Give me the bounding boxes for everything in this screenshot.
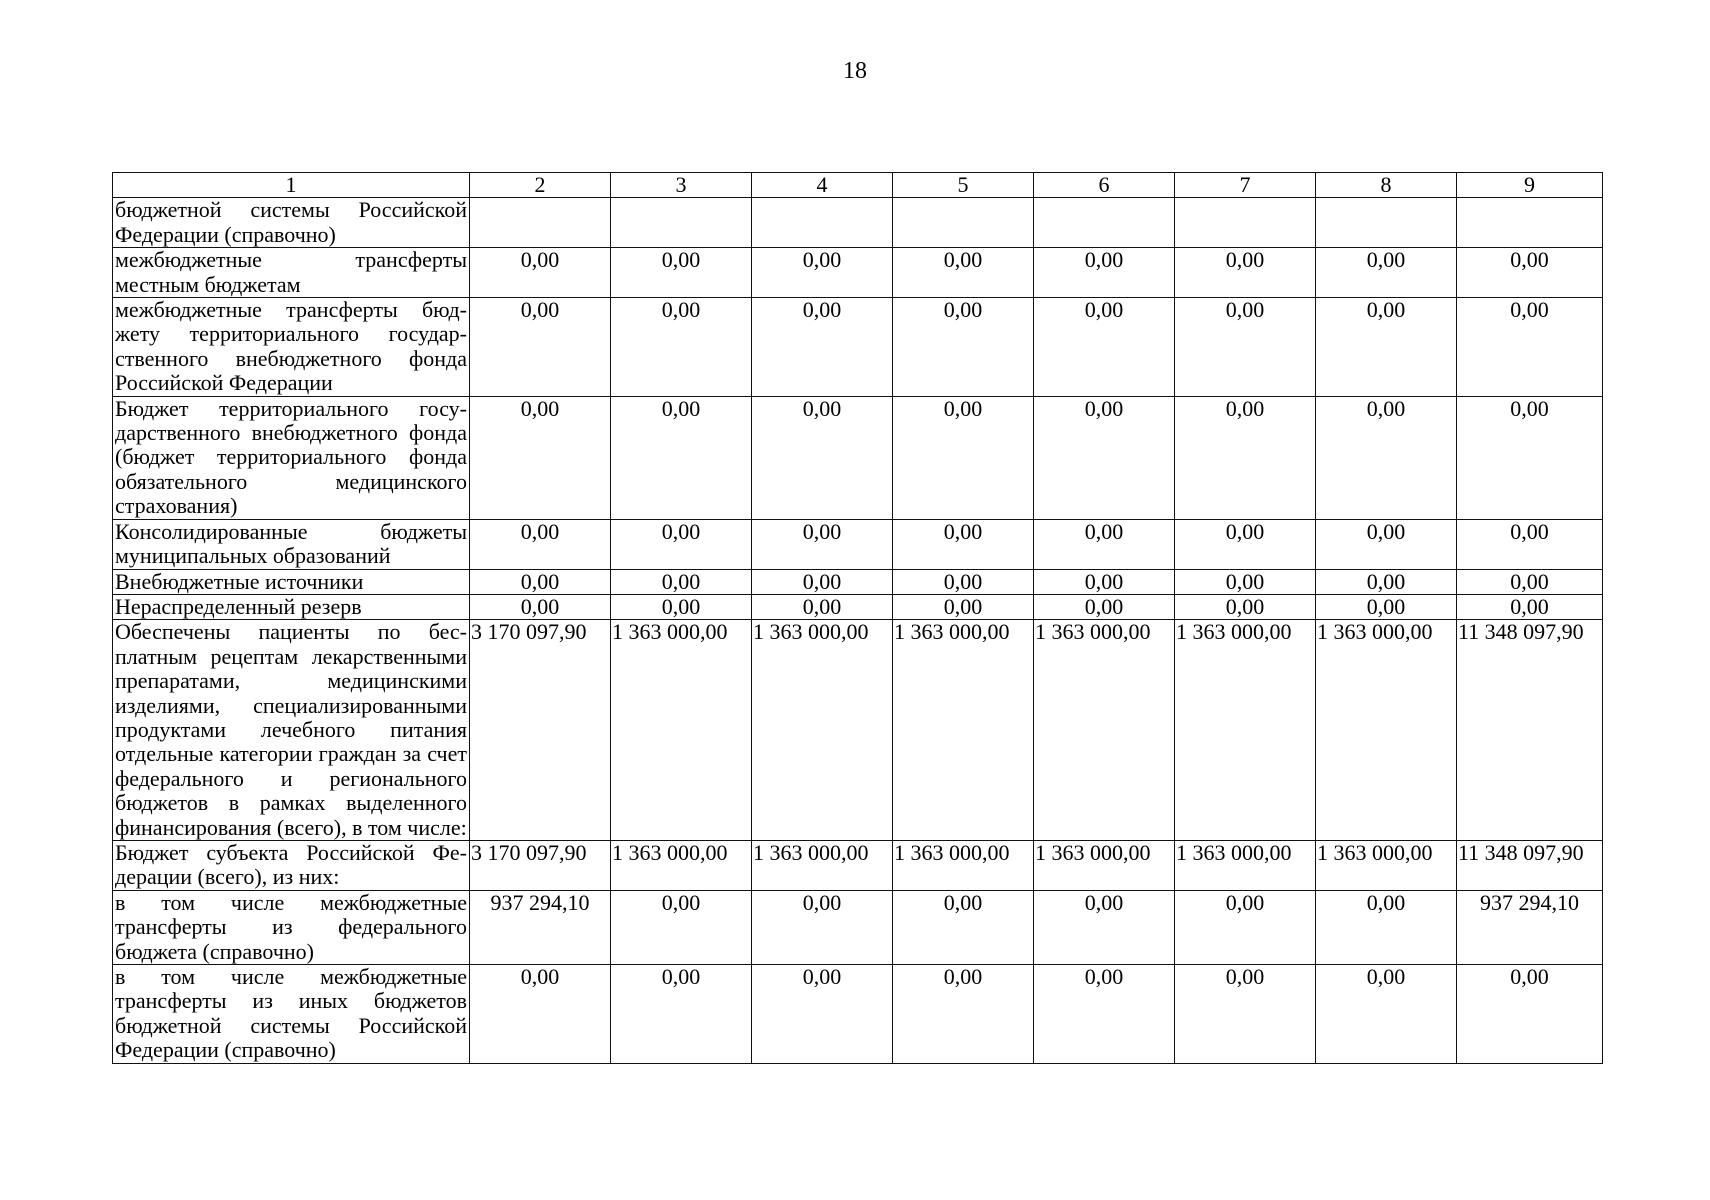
value-cell: 1 363 000,00 xyxy=(611,620,752,841)
value-cell: 0,00 xyxy=(611,519,752,569)
value-cell xyxy=(611,198,752,248)
value-cell: 0,00 xyxy=(752,965,893,1064)
value-cell: 0,00 xyxy=(893,396,1034,519)
value-cell: 0,00 xyxy=(893,298,1034,397)
value-cell: 0,00 xyxy=(1316,965,1457,1064)
table-row xyxy=(113,396,1603,519)
value-cell: 0,00 xyxy=(1457,396,1603,519)
table-row xyxy=(113,840,1603,890)
value-cell: 0,00 xyxy=(1175,594,1316,619)
value-cell xyxy=(1175,198,1316,248)
value-cell xyxy=(893,198,1034,248)
budget-table xyxy=(112,172,1603,1064)
value-cell: 1 363 000,00 xyxy=(893,620,1034,841)
value-cell: 0,00 xyxy=(611,965,752,1064)
value-cell: 0,00 xyxy=(1034,248,1175,298)
value-cell: 0,00 xyxy=(1316,890,1457,964)
value-cell: 0,00 xyxy=(470,569,611,594)
value-cell: 0,00 xyxy=(470,965,611,1064)
value-cell xyxy=(1457,198,1603,248)
value-cell: 0,00 xyxy=(1457,569,1603,594)
value-cell: 937 294,10 xyxy=(1457,890,1603,964)
value-cell: 0,00 xyxy=(470,594,611,619)
row-label: Консолидированные бюджеты муниципальных образований xyxy=(113,519,470,569)
value-cell: 0,00 xyxy=(1457,298,1603,397)
column-header: 4 xyxy=(752,173,893,198)
value-cell: 0,00 xyxy=(752,569,893,594)
value-cell: 0,00 xyxy=(752,298,893,397)
table-row xyxy=(113,890,1603,964)
table-body xyxy=(113,198,1603,1063)
value-cell: 0,00 xyxy=(752,248,893,298)
value-cell: 0,00 xyxy=(611,569,752,594)
value-cell: 0,00 xyxy=(1175,890,1316,964)
value-cell: 11 348 097,90 xyxy=(1457,840,1603,890)
value-cell: 0,00 xyxy=(611,248,752,298)
value-cell xyxy=(470,198,611,248)
value-cell: 0,00 xyxy=(1316,396,1457,519)
value-cell xyxy=(1316,198,1457,248)
table-row xyxy=(113,298,1603,397)
value-cell: 1 363 000,00 xyxy=(893,840,1034,890)
value-cell: 0,00 xyxy=(1175,519,1316,569)
column-header: 9 xyxy=(1457,173,1603,198)
value-cell: 0,00 xyxy=(470,298,611,397)
row-label: межбюджетные трансферты местным бюджетам xyxy=(113,248,470,298)
value-cell: 0,00 xyxy=(1034,519,1175,569)
value-cell: 1 363 000,00 xyxy=(752,840,893,890)
column-header: 2 xyxy=(470,173,611,198)
value-cell: 0,00 xyxy=(752,519,893,569)
value-cell: 0,00 xyxy=(470,396,611,519)
value-cell xyxy=(1034,198,1175,248)
value-cell: 1 363 000,00 xyxy=(611,840,752,890)
value-cell: 0,00 xyxy=(752,594,893,619)
value-cell: 0,00 xyxy=(1175,965,1316,1064)
table-row xyxy=(113,965,1603,1064)
value-cell: 0,00 xyxy=(1175,298,1316,397)
value-cell: 0,00 xyxy=(1457,248,1603,298)
value-cell: 0,00 xyxy=(893,248,1034,298)
value-cell: 0,00 xyxy=(1175,569,1316,594)
table-row xyxy=(113,198,1603,248)
value-cell: 1 363 000,00 xyxy=(1316,840,1457,890)
value-cell: 0,00 xyxy=(611,890,752,964)
value-cell: 1 363 000,00 xyxy=(1175,840,1316,890)
value-cell: 0,00 xyxy=(611,298,752,397)
value-cell: 0,00 xyxy=(1316,594,1457,619)
value-cell: 11 348 097,90 xyxy=(1457,620,1603,841)
value-cell: 0,00 xyxy=(1457,519,1603,569)
column-header: 1 xyxy=(113,173,470,198)
table-row xyxy=(113,594,1603,619)
value-cell: 3 170 097,90 xyxy=(470,620,611,841)
row-label: Бюджет субъекта Российской Федерации (всего), из них: xyxy=(113,840,470,890)
column-header: 7 xyxy=(1175,173,1316,198)
value-cell: 0,00 xyxy=(893,890,1034,964)
column-header: 8 xyxy=(1316,173,1457,198)
row-label: межбюджетные трансферты бюджету территориального государственного внебюджетного фонда Российской Федерации xyxy=(113,298,470,397)
value-cell: 0,00 xyxy=(1034,965,1175,1064)
table-row xyxy=(113,519,1603,569)
value-cell: 0,00 xyxy=(1034,890,1175,964)
value-cell: 0,00 xyxy=(752,890,893,964)
page-number: 18 xyxy=(843,58,867,84)
value-cell: 0,00 xyxy=(1175,248,1316,298)
value-cell: 3 170 097,90 xyxy=(470,840,611,890)
value-cell: 0,00 xyxy=(470,519,611,569)
value-cell: 0,00 xyxy=(893,965,1034,1064)
column-header: 3 xyxy=(611,173,752,198)
value-cell: 0,00 xyxy=(611,396,752,519)
value-cell: 0,00 xyxy=(1316,519,1457,569)
table-row xyxy=(113,620,1603,841)
value-cell: 0,00 xyxy=(1175,396,1316,519)
value-cell: 937 294,10 xyxy=(470,890,611,964)
row-label: Бюджет территориального государственного внебюджетного фонда (бюджет территориального фонда обязательного медицинского страхования) xyxy=(113,396,470,519)
value-cell: 1 363 000,00 xyxy=(1034,840,1175,890)
value-cell: 0,00 xyxy=(1316,298,1457,397)
row-label: Обеспечены пациенты по бесплатным рецептам лекарственными препаратами, медицинскими изделиями, специализированными продуктами лечебного питания отдельные категории граждан за счет федерального и регионального бюджетов в рамках выделенного финансирования (всего), в том числе: xyxy=(113,620,470,841)
row-label: бюджетной системы Российской Федерации (справочно) xyxy=(113,198,470,248)
table-row xyxy=(113,569,1603,594)
column-header: 5 xyxy=(893,173,1034,198)
value-cell: 1 363 000,00 xyxy=(1034,620,1175,841)
value-cell: 1 363 000,00 xyxy=(1316,620,1457,841)
value-cell: 0,00 xyxy=(1034,569,1175,594)
value-cell: 0,00 xyxy=(1316,569,1457,594)
value-cell: 0,00 xyxy=(893,519,1034,569)
row-label: в том числе межбюджетные трансферты из иных бюджетов бюджетной системы Российской Федерации (справочно) xyxy=(113,965,470,1064)
table-row xyxy=(113,248,1603,298)
row-label: Нераспределенный резерв xyxy=(113,594,470,619)
value-cell: 0,00 xyxy=(1034,298,1175,397)
value-cell: 1 363 000,00 xyxy=(752,620,893,841)
value-cell: 0,00 xyxy=(470,248,611,298)
column-header: 6 xyxy=(1034,173,1175,198)
value-cell: 0,00 xyxy=(1316,248,1457,298)
value-cell: 0,00 xyxy=(752,396,893,519)
row-label: Внебюджетные источники xyxy=(113,569,470,594)
value-cell: 0,00 xyxy=(1034,594,1175,619)
table-header-row xyxy=(113,173,1603,198)
value-cell: 0,00 xyxy=(893,569,1034,594)
value-cell: 0,00 xyxy=(1034,396,1175,519)
value-cell: 0,00 xyxy=(1457,594,1603,619)
value-cell xyxy=(752,198,893,248)
value-cell: 1 363 000,00 xyxy=(1175,620,1316,841)
row-label: в том числе межбюджетные трансферты из федерального бюджета (справочно) xyxy=(113,890,470,964)
value-cell: 0,00 xyxy=(893,594,1034,619)
value-cell: 0,00 xyxy=(611,594,752,619)
value-cell: 0,00 xyxy=(1457,965,1603,1064)
